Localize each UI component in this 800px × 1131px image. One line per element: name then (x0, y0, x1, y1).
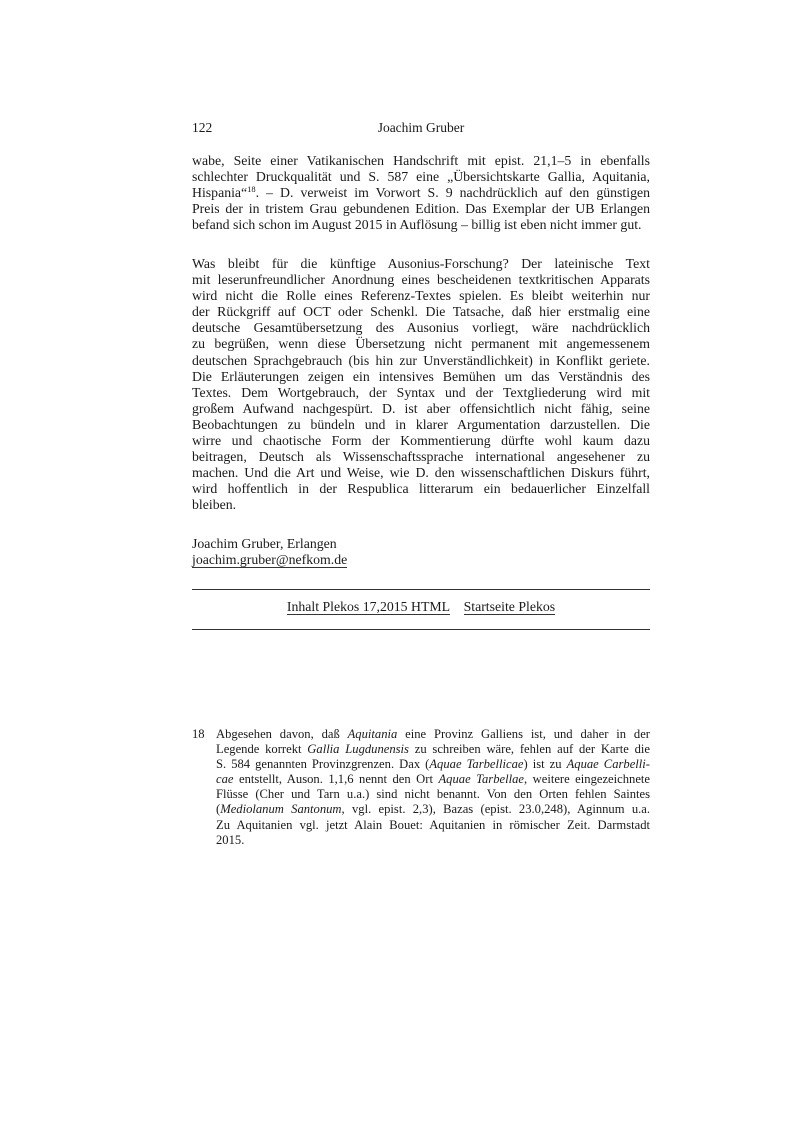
text-segment: entstellt, Auson. 1,1,6 nennt den Ort (233, 772, 439, 787)
footnote-reference[interactable]: 18 (247, 184, 256, 195)
text-line (192, 353, 650, 369)
text-line (216, 818, 650, 833)
text-line (192, 417, 650, 433)
text-line (192, 304, 650, 320)
text-line (192, 185, 650, 201)
email-link[interactable]: joachim.gruber@nefkom.de (192, 552, 348, 568)
text-line (192, 153, 650, 169)
text-line (192, 320, 650, 336)
page-number: 122 (192, 120, 213, 135)
text-segment: . – D. verweist im Vorwort S. 9 nachdrücklich auf den günstigen (255, 185, 650, 201)
text-segment: großem Aufwand nachgespürt. D. ist aber offensichtlich nicht fähig, seine (192, 400, 650, 416)
italic-text: Aquitania (347, 727, 398, 741)
text-segment: wabe, Seite einer Vatikanischen Handschrift mit epist. 21,1–5 in ebenfalls (192, 153, 650, 168)
text-line (216, 757, 650, 772)
italic-text: Aquae Tarbellicae (429, 757, 524, 772)
text-line (216, 742, 650, 757)
text-line (192, 256, 650, 272)
text-line (192, 201, 650, 217)
text-segment: , vgl. epist. 2,3), Bazas (epist. 23.0,248), Aginnum u.a. (341, 802, 651, 817)
text-segment: Abgesehen davon, daß (216, 727, 348, 741)
text-line (192, 217, 650, 233)
text-segment: 2015. (216, 832, 245, 847)
text-segment: machen. Und die Art und Weise, wie D. den wissenschaftlichen Diskurs führt, (192, 465, 650, 481)
text-line (192, 449, 650, 465)
text-segment: befand sich schon im August 2015 in Auflösung – billig ist eben nicht immer gut. (192, 217, 642, 233)
text-segment: zu schreiben wäre, fehlen auf der Karte die (408, 742, 650, 757)
text-segment: wirre und chaotische Form der Kommentierung dürfte wohl kaum dazu (192, 433, 650, 449)
text-line (192, 401, 650, 417)
text-segment: Zu Aquitanien vgl. jetzt Alain Bouet: Aquitanien in römischer Zeit. Darmstadt (216, 817, 650, 832)
italic-text: Aquae Tarbellae (438, 772, 524, 787)
signature (192, 536, 650, 568)
text-segment: beitragen, Deutsch als Wissenschaftssprache international angesehener zu (192, 449, 650, 465)
text-line (192, 385, 650, 401)
text-line (192, 369, 650, 385)
text-segment: deutschen Sprachgebrauch (bis hin zur Unverständlichkeit) in Konflikt geriete. (192, 352, 650, 368)
text-segment: , weitere eingezeichnete (523, 772, 650, 787)
text-line (216, 772, 650, 787)
text-segment: wird hoffentlich in der Respublica litterarum ein bedauerlicher Einzelfall (192, 481, 650, 497)
text-line (192, 288, 650, 304)
text-line (192, 433, 650, 449)
paragraph-2 (192, 256, 650, 514)
text-line (192, 169, 650, 185)
text-segment: S. 584 genannten Provinzgrenzen. Dax ( (216, 757, 430, 772)
italic-text: Aquae Carbelli- (566, 757, 650, 772)
text-line (216, 802, 650, 817)
text-segment: ( (216, 802, 221, 817)
text-line (216, 727, 650, 742)
text-segment: ) ist zu (523, 757, 567, 772)
nav-links (192, 599, 650, 615)
text-line (216, 787, 650, 802)
text-segment: Beobachtungen zu bündeln und in klarer Argumentation darzustellen. Die (192, 416, 650, 432)
text-line (192, 336, 650, 352)
contents-link[interactable]: Inhalt Plekos 17,2015 HTML (286, 599, 451, 614)
text-segment: Legende korrekt (216, 742, 308, 757)
text-segment: mit leserunfreundlicher Anordnung eines bescheidenen textkritischen Apparats (192, 272, 650, 288)
italic-text: Gallia Lugdunensis (307, 742, 409, 757)
footnote-number: 18 (192, 727, 205, 741)
italic-text: cae (216, 772, 234, 787)
text-segment: eine Provinz Galliens ist, und daher in der (397, 727, 650, 741)
paragraph-1 (192, 153, 650, 233)
text-segment: Flüsse (Cher und Tarn u.a.) sind nicht benannt. Von den Orten fehlen Saintes (216, 787, 650, 802)
text-segment: Textes. Dem Wortgebrauch, der Syntax und der Textgliederung wird mit (192, 384, 650, 400)
text-line (192, 481, 650, 497)
running-header-author: Joachim Gruber (377, 120, 465, 135)
text-segment: Was bleibt für die künftige Ausonius-Forschung? Der lateinische Text (192, 256, 650, 271)
divider-bottom (192, 629, 650, 630)
text-line (192, 465, 650, 481)
divider-top (192, 589, 650, 590)
text-line (192, 272, 650, 288)
text-segment: zu begrüßen, wenn diese Übersetzung nicht permanent mit angemessenem (192, 336, 650, 352)
text-segment: wird nicht die Rolle eines Referenz-Textes spielen. Es bleibt weiterhin nur (192, 288, 650, 304)
text-segment: Preis der in tristem Grau gebundenen Edition. Das Exemplar der UB Erlangen (192, 201, 650, 217)
signature-name: Joachim Gruber, Erlangen (192, 536, 337, 551)
text-segment: Die Erläuterungen zeigen ein intensives Bemühen um das Verständnis des (192, 368, 650, 384)
text-line (192, 497, 650, 513)
home-link[interactable]: Startseite Plekos (463, 599, 556, 614)
italic-text: Mediolanum Santonum (220, 802, 342, 817)
text-line (216, 833, 650, 848)
text-segment: deutsche Gesamtübersetzung des Ausonius vorliegt, wäre nachdrücklich (192, 320, 650, 336)
text-segment: schlechter Druckqualität und S. 587 eine „Übersichtskarte Gallia, Aquitania, (192, 169, 650, 185)
text-segment: bleiben. (192, 497, 237, 513)
text-segment: Hispania“ (192, 185, 248, 201)
text-segment: der Rückgriff auf OCT oder Schenkl. Die Tatsache, daß hier erstmalig eine (192, 304, 650, 320)
footnote (192, 727, 650, 848)
